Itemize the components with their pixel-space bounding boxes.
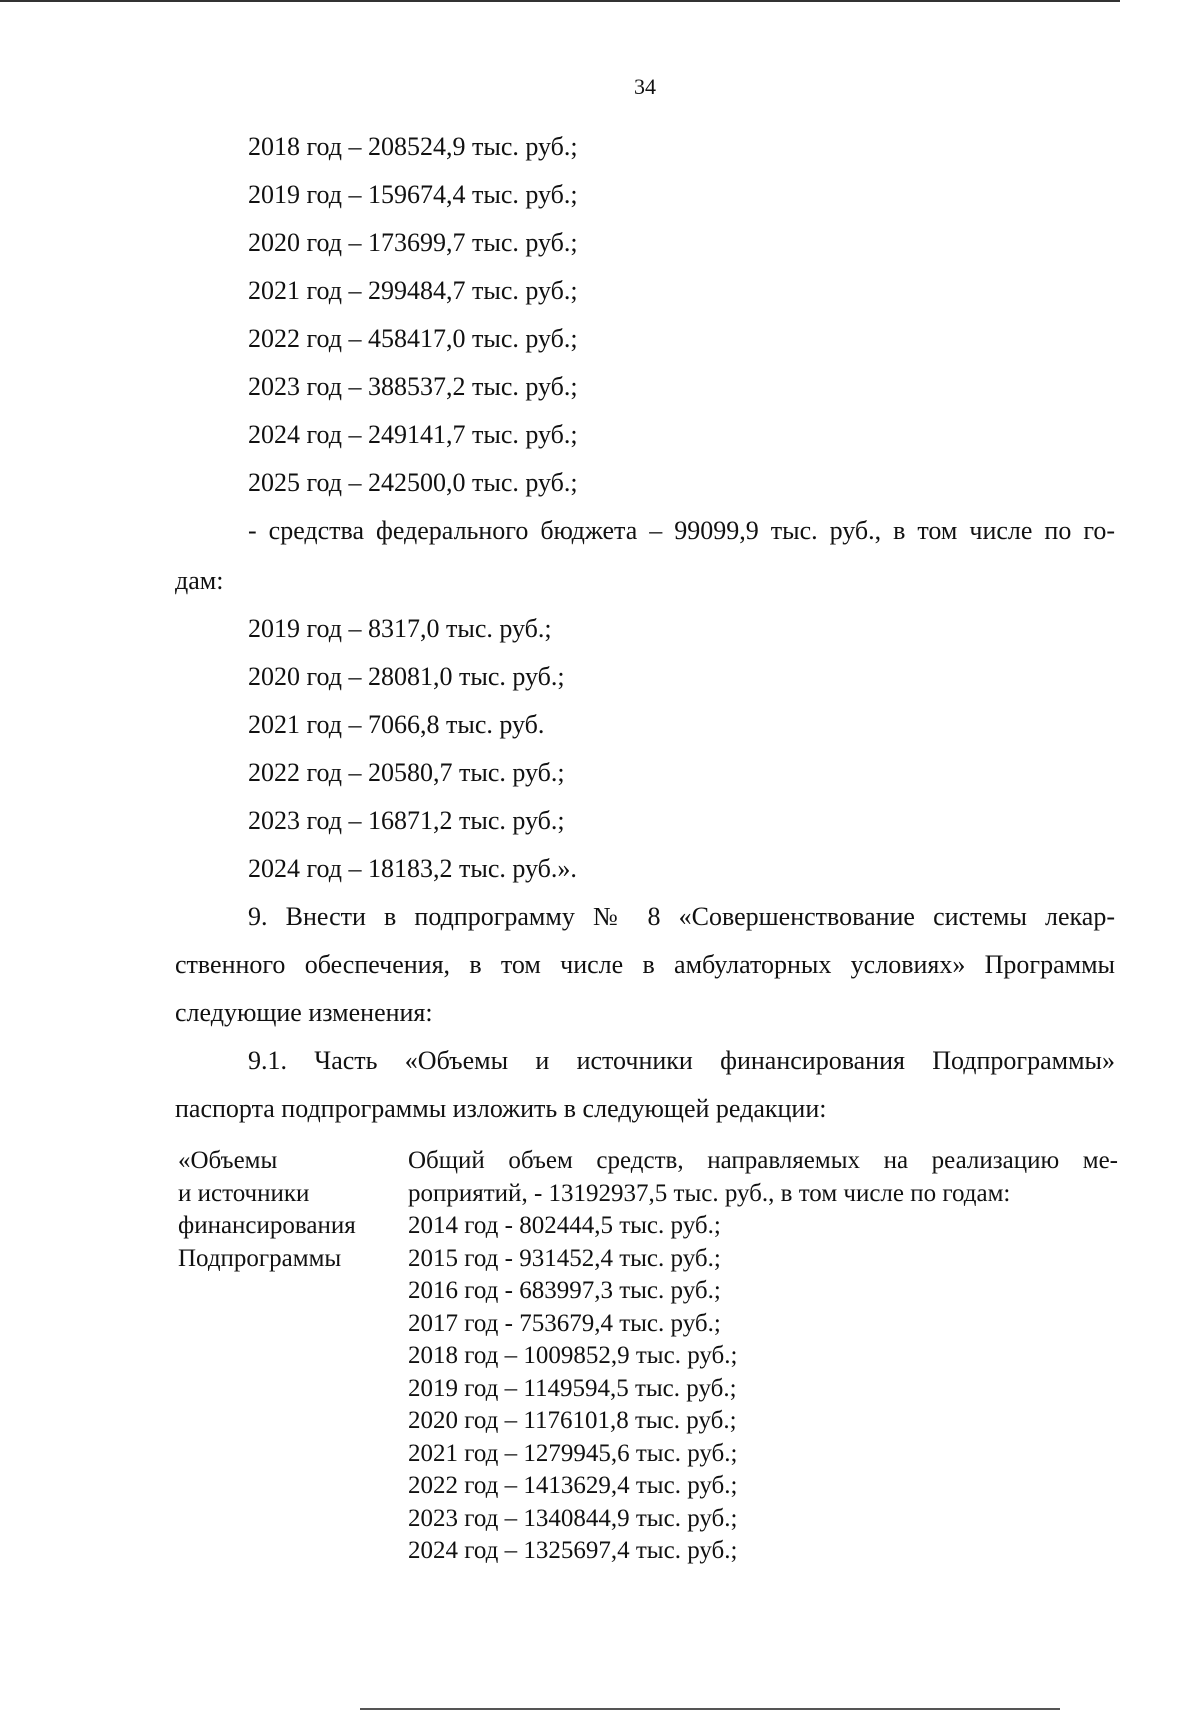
passport-year-line: 2024 год – 1325697,4 тыс. руб.; xyxy=(408,1537,738,1564)
federal-budget-intro-cont: дам: xyxy=(175,566,224,595)
passport-year-line: 2017 год - 753679,4 тыс. руб.; xyxy=(408,1309,721,1337)
regional-year-line: 2021 год – 299484,7 тыс. руб.; xyxy=(248,276,578,305)
passport-year-line: 2021 год – 1279945,6 тыс. руб.; xyxy=(408,1439,738,1467)
federal-year-line: 2021 год – 7066,8 тыс. руб. xyxy=(248,710,545,739)
passport-year-line: 2015 год - 931452,4 тыс. руб.; xyxy=(408,1244,721,1272)
passport-year-line: 2022 год – 1413629,4 тыс. руб.; xyxy=(408,1472,738,1499)
federal-year-line: 2022 год – 20580,7 тыс. руб.; xyxy=(248,758,565,787)
top-edge-rule xyxy=(0,0,1120,2)
item-9-line: ственного обеспечения, в том числе в амбулаторных условиях» Программы xyxy=(175,950,1115,979)
regional-year-line: 2024 год – 249141,7 тыс. руб.; xyxy=(248,420,578,449)
item-9-1-line: 9.1. Часть «Объемы и источники финансирования Подпрограммы» xyxy=(248,1046,1115,1075)
item-9-line: 9. Внести в подпрограмму № 8 «Совершенствование системы лекар- xyxy=(248,902,1115,931)
federal-year-line: 2019 год – 8317,0 тыс. руб.; xyxy=(248,614,552,643)
federal-year-line: 2024 год – 18183,2 тыс. руб.». xyxy=(248,854,577,883)
page-number: 34 xyxy=(634,74,656,99)
passport-label-line: финансирования xyxy=(178,1212,356,1239)
passport-year-line: 2020 год – 1176101,8 тыс. руб.; xyxy=(408,1407,737,1434)
passport-label xyxy=(178,1145,388,1275)
passport-year-line: 2016 год - 683997,3 тыс. руб.; xyxy=(408,1277,721,1304)
passport-intro: Общий объем средств, направляемых на реализацию ме- xyxy=(408,1147,1118,1174)
item-9-line: следующие изменения: xyxy=(175,998,433,1027)
regional-year-line: 2025 год – 242500,0 тыс. руб.; xyxy=(248,468,578,497)
passport-year-line: 2019 год – 1149594,5 тыс. руб.; xyxy=(408,1374,737,1402)
passport-label-line: Подпрограммы xyxy=(178,1244,342,1272)
federal-budget-intro: - средства федерального бюджета – 99099,9 тыс. руб., в том числе по го- xyxy=(248,516,1115,545)
regional-year-line: 2018 год – 208524,9 тыс. руб.; xyxy=(248,132,578,161)
federal-year-line: 2023 год – 16871,2 тыс. руб.; xyxy=(248,806,565,835)
passport-label-line: «Объемы xyxy=(178,1147,278,1174)
passport-intro-cont: роприятий, - 13192937,5 тыс. руб., в том числе по годам: xyxy=(408,1179,1011,1207)
federal-year-line: 2020 год – 28081,0 тыс. руб.; xyxy=(248,662,565,691)
passport-body xyxy=(408,1145,1118,1568)
passport-year-line: 2018 год – 1009852,9 тыс. руб.; xyxy=(408,1342,738,1369)
bottom-edge-rule xyxy=(360,1708,1060,1710)
passport-year-line: 2023 год – 1340844,9 тыс. руб.; xyxy=(408,1504,738,1532)
regional-year-line: 2022 год – 458417,0 тыс. руб.; xyxy=(248,324,578,353)
regional-year-line: 2019 год – 159674,4 тыс. руб.; xyxy=(248,180,578,209)
passport-label-line: и источники xyxy=(178,1179,310,1207)
passport-year-line: 2014 год - 802444,5 тыс. руб.; xyxy=(408,1212,721,1239)
regional-year-line: 2020 год – 173699,7 тыс. руб.; xyxy=(248,228,578,257)
item-9-1-line: паспорта подпрограммы изложить в следующей редакции: xyxy=(175,1094,827,1123)
regional-year-line: 2023 год – 388537,2 тыс. руб.; xyxy=(248,372,578,401)
